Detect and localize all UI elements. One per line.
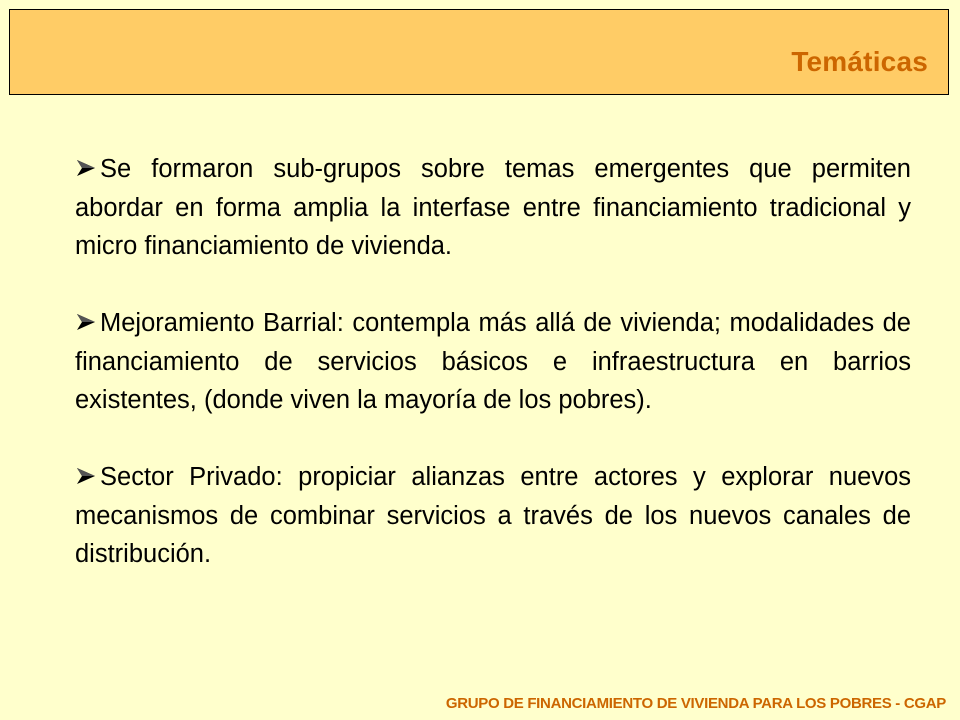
slide-title: Temáticas xyxy=(791,46,928,77)
bullet-text: Sector Privado: propiciar alianzas entre actores y explorar nuevos mecanismos de combinar servicios a través de los nuevos canales de distribución. xyxy=(75,463,911,568)
arrow-bullet-icon xyxy=(75,157,97,179)
footer-text: GRUPO DE FINANCIAMIENTO DE VIVIENDA PARA LOS POBRES - CGAP xyxy=(445,695,946,712)
bullet-item-1 xyxy=(75,150,911,266)
bullet-item-2 xyxy=(75,304,911,420)
arrow-bullet-icon xyxy=(75,465,97,487)
bullet-item-3 xyxy=(75,458,911,574)
bullet-text: Se formaron sub-grupos sobre temas emergentes que permiten abordar en forma amplia la interfase entre financiamiento tradicional y micro financiamiento de vivienda. xyxy=(75,155,911,260)
bullet-text: Mejoramiento Barrial: contempla más allá de vivienda; modalidades de financiamiento de servicios básicos e infraestructura en barrios existentes, (donde viven la mayoría de los pobres). xyxy=(75,309,911,414)
header-banner xyxy=(9,9,949,95)
arrow-bullet-icon xyxy=(75,311,97,333)
bullet-list xyxy=(75,150,911,574)
